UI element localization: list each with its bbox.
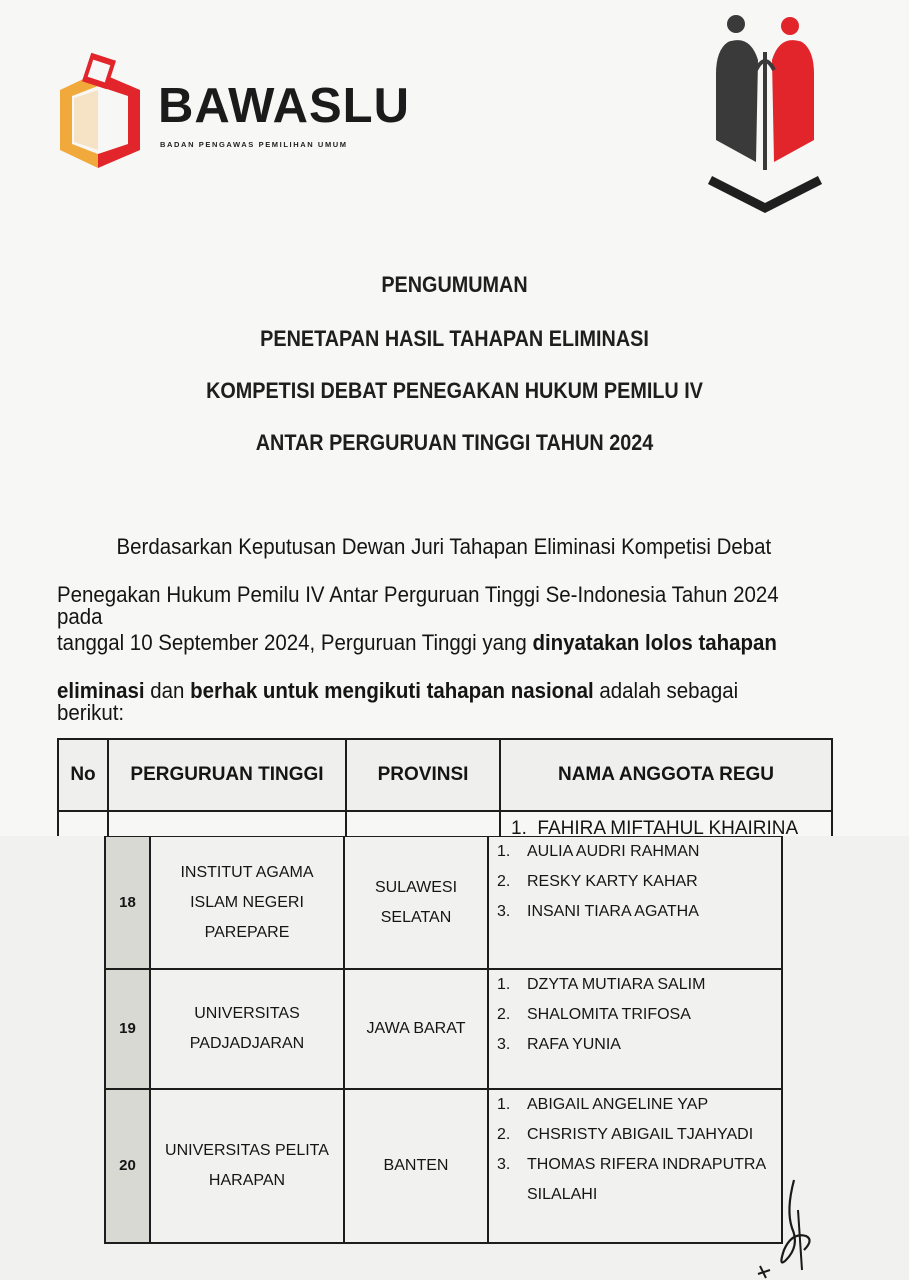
list-item: 2. RESKY KARTY KAHAR (497, 873, 698, 890)
paragraph-line-1: Berdasarkan Keputusan Dewan Juri Tahapan Eliminasi Kompetisi Debat (116, 534, 772, 559)
brand-name: BAWASLU (158, 79, 410, 133)
results-table-header (57, 738, 833, 836)
results-table-rows (104, 836, 783, 1244)
title-line-2: PENETAPAN HASIL TAHAPAN ELIMINASI (260, 326, 649, 351)
row-number: 20 (105, 1089, 150, 1243)
university-name: UNIVERSITAS PADJADJARAN (150, 969, 344, 1089)
partial-row-member: 1. FAHIRA MIFTAHUL KHAIRINA (500, 811, 832, 836)
list-item: 2. SHALOMITA TRIFOSA (497, 1006, 691, 1023)
column-header-no: No (58, 739, 108, 811)
partial-row-no-cell (58, 811, 108, 836)
list-item: 3. INSANI TIARA AGATHA (497, 903, 699, 920)
list-item: SILALAHI (527, 1186, 598, 1203)
list-item: 1. DZYTA MUTIARA SALIM (497, 976, 706, 993)
province: BANTEN (344, 1089, 488, 1243)
paragraph-line-4: eliminasi dan berhak untuk mengikuti tahapan nasional adalah sebagai berikut: (57, 678, 739, 725)
column-header-perguruan-tinggi: PERGURUAN TINGGI (108, 739, 346, 811)
university-name: UNIVERSITAS PELITA HARAPAN (150, 1089, 344, 1243)
table-row (105, 969, 782, 1089)
title-line-4: ANTAR PERGURUAN TINGGI TAHUN 2024 (255, 430, 654, 455)
debate-competition-logo (706, 12, 824, 216)
column-header-nama-anggota: NAMA ANGGOTA REGU (500, 739, 832, 811)
partial-row-prov-cell (346, 811, 500, 836)
list-item: 3. RAFA YUNIA (497, 1036, 621, 1053)
partial-row-pt-cell (108, 811, 346, 836)
province: JAWA BARAT (344, 969, 488, 1089)
bawaslu-ballot-box-logo (52, 50, 144, 174)
row-number: 19 (105, 969, 150, 1089)
university-name: INSTITUT AGAMA ISLAM NEGERI PAREPARE (150, 836, 344, 969)
province: SULAWESI SELATAN (344, 836, 488, 969)
title-line-1: PENGUMUMAN (381, 272, 528, 297)
team-members (488, 969, 782, 1089)
table-row (105, 836, 782, 969)
title-line-3: KOMPETISI DEBAT PENEGAKAN HUKUM PEMILU IV (206, 378, 703, 403)
brand-subtitle: BADAN PENGAWAS PEMILIHAN UMUM (160, 140, 348, 149)
row-number: 18 (105, 836, 150, 969)
table-row (105, 1089, 782, 1243)
list-item: 2. CHSRISTY ABIGAIL TJAHYADI (497, 1126, 754, 1143)
paragraph-line-3: tanggal 10 September 2024, Perguruan Tinggi yang dinyatakan lolos tahapan (57, 630, 777, 655)
list-item: 3. THOMAS RIFERA INDRAPUTRA (497, 1156, 767, 1173)
list-item: 1. ABIGAIL ANGELINE YAP (497, 1096, 709, 1113)
team-members (488, 1089, 782, 1243)
column-header-provinsi: PROVINSI (346, 739, 500, 811)
paragraph-line-2: Penegakan Hukum Pemilu IV Antar Perguruan Tinggi Se-Indonesia Tahun 2024 pada (57, 582, 779, 629)
list-item: 1. AULIA AUDRI RAHMAN (497, 843, 700, 860)
team-members (488, 836, 782, 969)
signature-mark (756, 1170, 826, 1280)
